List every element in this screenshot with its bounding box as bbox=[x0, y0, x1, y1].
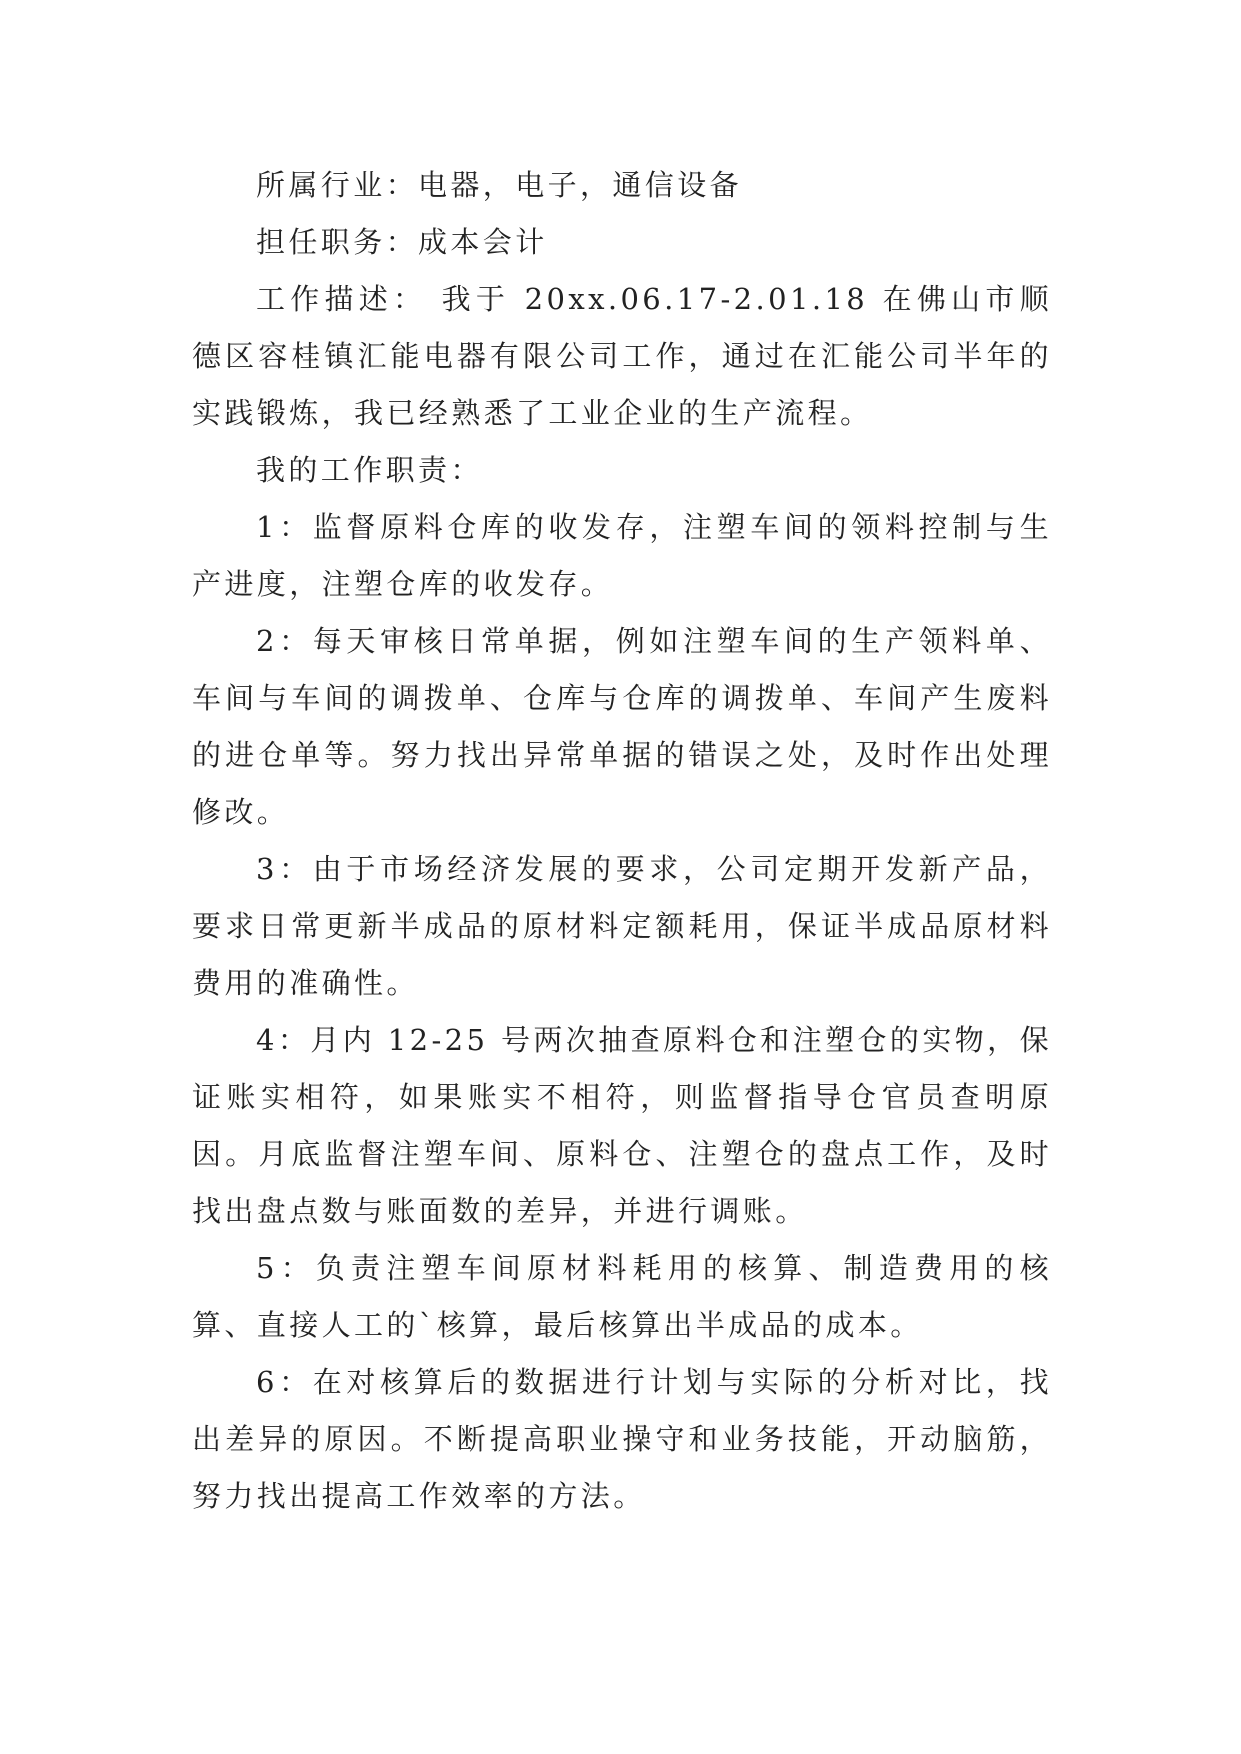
document-body bbox=[192, 157, 1052, 1525]
paragraph-work-description: 工作描述： 我于 20xx.06.17-2.01.18 在佛山市顺德区容桂镇汇能电器有限公司工作，通过在汇能公司半年的实践锻炼，我已经熟悉了工业企业的生产流程。 bbox=[192, 282, 1052, 430]
paragraph-duty-5: 5：负责注塑车间原材料耗用的核算、制造费用的核算、直接人工的`核算，最后核算出半成品的成本。 bbox=[192, 1251, 1052, 1342]
paragraph-duty-6: 6：在对核算后的数据进行计划与实际的分析对比，找出差异的原因。不断提高职业操守和业务技能，开动脑筋，努力找出提高工作效率的方法。 bbox=[192, 1365, 1052, 1513]
paragraph-duty-2: 2：每天审核日常单据，例如注塑车间的生产领料单、车间与车间的调拨单、仓库与仓库的调拨单、车间产生废料的进仓单等。努力找出异常单据的错误之处，及时作出处理修改。 bbox=[192, 624, 1052, 829]
paragraph-duty-3: 3：由于市场经济发展的要求，公司定期开发新产品，要求日常更新半成品的原材料定额耗用，保证半成品原材料费用的准确性。 bbox=[192, 852, 1052, 1000]
paragraph-position: 担任职务：成本会计 bbox=[256, 225, 548, 259]
paragraph-industry: 所属行业：电器，电子，通信设备 bbox=[256, 168, 743, 202]
paragraph-duty-1: 1：监督原料仓库的收发存，注塑车间的领料控制与生产进度，注塑仓库的收发存。 bbox=[192, 510, 1052, 601]
paragraph-duty-4: 4：月内 12-25 号两次抽查原料仓和注塑仓的实物，保证账实相符，如果账实不相符，则监督指导仓官员查明原因。月底监督注塑车间、原料仓、注塑仓的盘点工作，及时找出盘点数与账面数的差异，并进行调账。 bbox=[192, 1023, 1052, 1228]
paragraph-duties-heading: 我的工作职责： bbox=[256, 453, 483, 487]
